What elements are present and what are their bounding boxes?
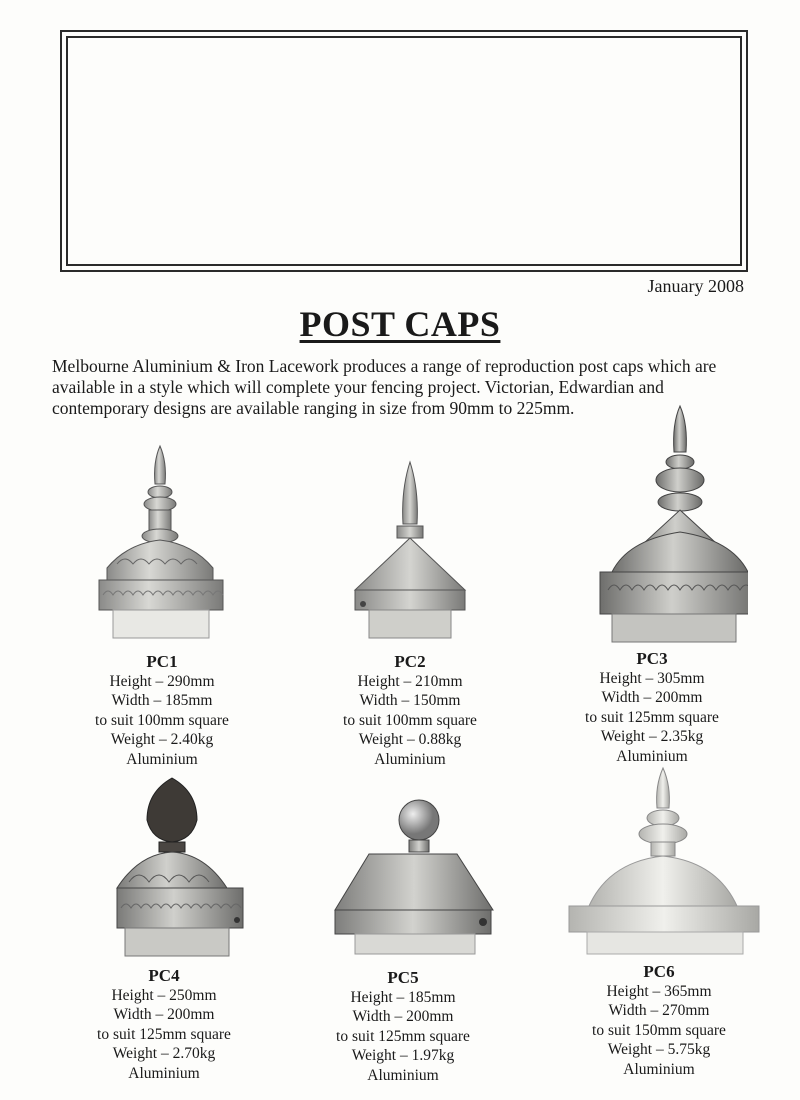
product-code: PC1 bbox=[146, 652, 178, 671]
product-pc1 bbox=[47, 440, 277, 768]
product-width: Width – 185mm bbox=[111, 692, 213, 709]
post-cap-pc3-image bbox=[568, 404, 748, 649]
post-cap-pc1-image bbox=[77, 440, 247, 650]
product-suit: to suit 150mm square bbox=[592, 1021, 726, 1039]
product-material: Aluminium bbox=[128, 1064, 200, 1082]
post-cap-pc4-image bbox=[87, 770, 257, 965]
product-pc2 bbox=[295, 440, 525, 768]
product-material: Aluminium bbox=[374, 750, 446, 768]
product-width: Width – 150mm bbox=[359, 692, 461, 709]
product-material: Aluminium bbox=[616, 747, 688, 765]
product-code: PC5 bbox=[387, 968, 419, 987]
intro-paragraph: Melbourne Aluminium & Iron Lacework produces a range of reproduction post caps which are available in a style which will complete your fencing project. Victorian, Edwardian and contemporary designs are available ranging in size from 90mm to 225mm. bbox=[52, 356, 717, 418]
product-height: Height – 305mm bbox=[599, 669, 705, 687]
product-height: Height – 290mm bbox=[109, 672, 215, 690]
product-weight: Weight – 5.75kg bbox=[607, 1041, 711, 1058]
post-cap-pc6-image bbox=[561, 766, 766, 961]
product-width: Width – 200mm bbox=[352, 1008, 454, 1025]
product-code: PC6 bbox=[643, 962, 675, 981]
product-pc3 bbox=[543, 404, 773, 765]
product-material: Aluminium bbox=[126, 750, 198, 768]
product-weight: Weight – 2.70kg bbox=[112, 1045, 216, 1062]
product-weight: Weight – 2.40kg bbox=[110, 731, 214, 748]
product-weight: Weight – 2.35kg bbox=[600, 728, 704, 745]
product-pc6 bbox=[548, 766, 778, 1078]
product-code: PC2 bbox=[394, 652, 426, 671]
post-cap-pc2-image bbox=[325, 440, 495, 650]
product-weight: Weight – 0.88kg bbox=[358, 731, 462, 748]
product-weight: Weight – 1.97kg bbox=[351, 1047, 455, 1064]
product-pc4 bbox=[57, 770, 287, 1082]
product-width: Width – 270mm bbox=[608, 1002, 710, 1019]
product-height: Height – 365mm bbox=[606, 982, 712, 1000]
page-title: POST CAPS bbox=[299, 304, 501, 344]
product-suit: to suit 100mm square bbox=[343, 711, 477, 729]
product-suit: to suit 125mm square bbox=[97, 1025, 231, 1043]
product-suit: to suit 125mm square bbox=[336, 1027, 470, 1045]
product-height: Height – 210mm bbox=[357, 672, 463, 690]
header-frame-inner bbox=[66, 36, 742, 266]
product-width: Width – 200mm bbox=[601, 689, 703, 706]
product-material: Aluminium bbox=[623, 1060, 695, 1078]
product-code: PC3 bbox=[636, 649, 668, 668]
product-suit: to suit 125mm square bbox=[585, 708, 719, 726]
issue-date: January 2008 bbox=[647, 276, 744, 296]
product-pc5 bbox=[290, 790, 520, 1084]
product-height: Height – 185mm bbox=[350, 988, 456, 1006]
product-width: Width – 200mm bbox=[113, 1006, 215, 1023]
product-suit: to suit 100mm square bbox=[95, 711, 229, 729]
product-material: Aluminium bbox=[367, 1066, 439, 1084]
product-code: PC4 bbox=[148, 966, 180, 985]
post-cap-pc5-image bbox=[315, 790, 495, 965]
product-height: Height – 250mm bbox=[111, 986, 217, 1004]
